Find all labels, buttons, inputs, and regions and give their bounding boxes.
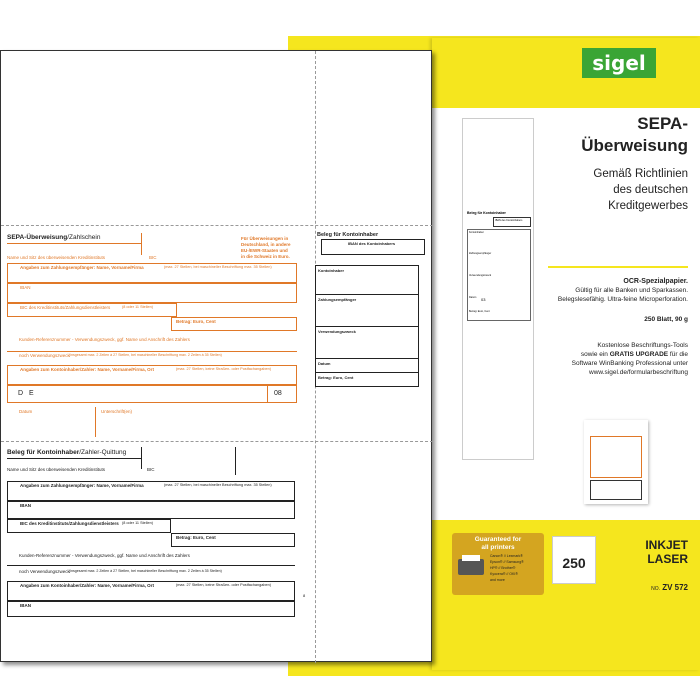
receipt-box (315, 265, 419, 387)
preview-inhaber-label: Kontoinhaber (469, 231, 484, 234)
package-divider (548, 266, 688, 268)
receipt-line-3 (316, 358, 418, 359)
copy-title-rest: /Zahler-Quittung (79, 449, 127, 456)
article-number (600, 583, 688, 592)
form-payee-hint: (max. 27 Stellen, bei maschineller Beschriftung max. 35 Stellen) (164, 265, 272, 269)
product-quantity: 250 Blatt, 90 g (644, 316, 688, 323)
form-title-rest: /Zahlschein (67, 234, 101, 241)
receipt-line-1 (316, 294, 418, 295)
receipt-line-4 (316, 372, 418, 373)
forms-photo-orange (590, 436, 642, 478)
copy-ref-label: Kunden-Referenznummer - Verwendungszweck, ggf. Name und Anschrift des Zahlers (19, 553, 190, 558)
copy-payer-iban-box[interactable] (7, 601, 295, 617)
article-no-label: NO. (651, 586, 660, 592)
copy-title-bold: Beleg für Kontoinhaber (7, 449, 80, 456)
copy-payer-label: Angaben zum Kontoinhaber/Zahler: Name, Vorname/Firma, Ort (20, 583, 154, 588)
copy-amount-label: Betrag: Euro, Cent (176, 535, 216, 540)
product-title-line1: SEPA- (637, 114, 688, 133)
copy-bic-box[interactable] (7, 519, 171, 533)
ocr-line1: Gültig für alle Banken und Sparkassen. (575, 287, 688, 294)
form-payer-box[interactable] (7, 365, 297, 385)
receipt-amount-label: Betrag: Euro, Cent (318, 375, 354, 380)
brand-3: HP® // Brother® (490, 566, 516, 570)
copy-right-divider (235, 447, 236, 475)
copy-payer-iban-label: IBAN (20, 603, 31, 608)
form-payer-hint: (max. 27 Stellen, keine Straßen- oder Postfachangaben) (176, 367, 271, 371)
receipt-payee-label: Zahlungsempfänger (318, 297, 357, 302)
copy-bic-divider (141, 447, 142, 469)
form-note-1: Für Überweisungen in (241, 236, 289, 241)
guarantee-badge (452, 533, 544, 595)
forms-photo-black (590, 480, 642, 500)
copy-bank-label: Name und Sitz des überweisenden Kreditinstituts (7, 467, 106, 472)
copy-payee-label: Angaben zum Zahlungsempfänger: Name, Vorname/Firma (20, 483, 144, 488)
copy-bic-hint: (8 oder 11 Stellen) (122, 521, 153, 525)
form-iban-label: IBAN (20, 285, 31, 290)
form-date-label: Datum (19, 409, 33, 414)
brand-1: Canon® // Lexmark® (490, 554, 523, 558)
form-note-2: Deutschland, in andere (241, 242, 291, 247)
form-payer-label: Angaben zum Kontoinhaber/Zahler: Name, Vorname/Firma, Ort (20, 367, 154, 372)
tools-url: www.sigel.de/formularbeschriftung (589, 369, 688, 376)
guarantee-line1: Guaranteed for (474, 536, 522, 543)
preview-iban-label: IBAN des Kontoinhabers (495, 219, 523, 222)
receipt-holder-label: Kontoinhaber (318, 268, 344, 273)
preview-beleg-label: Beleg für Kontoinhaber (467, 211, 506, 215)
perforation-top (1, 225, 433, 226)
copy-iban-box[interactable] (7, 501, 295, 519)
copy-purpose-label: noch Verwendungszweck (19, 569, 70, 574)
form-title-underline (7, 243, 141, 244)
preview-box (467, 229, 531, 321)
preview-verw-label: Verwendungszweck (469, 274, 492, 277)
receipt-title: Beleg für Kontoinhaber (317, 232, 379, 238)
article-no-value: ZV 572 (662, 583, 688, 592)
form-payer-iban-box[interactable] (7, 385, 297, 403)
tools-line2-bold: GRATIS UPGRADE (609, 351, 669, 358)
preview-code: 03 (481, 297, 486, 302)
form-ref-label: Kunden-Referenznummer - Verwendungszweck, ggf. Name und Anschrift des Zahlers (19, 337, 190, 342)
print-type-laser: LASER (647, 552, 688, 566)
brand-2: Epson® // Samsung® (490, 560, 524, 564)
form-title (7, 234, 100, 241)
form-amount-box[interactable] (171, 317, 297, 331)
preview-betrag-label: Betrag: Euro, Cent (469, 310, 490, 313)
copy-ref-line (7, 565, 295, 566)
form-bic-full-label: BIC des Kreditinstituts/Zahlungsdienstleisters (20, 305, 111, 310)
copy-title-underline (7, 458, 141, 459)
receipt-date-label: Datum (318, 361, 331, 366)
count-badge: 250 (562, 555, 586, 571)
form-note-4: in die Schweiz in Euro. (241, 254, 290, 259)
form-code: 08 (274, 390, 282, 397)
brand-5: and more (490, 578, 505, 582)
form-purpose-label: noch Verwendungszweck (19, 353, 70, 358)
preview-empf-label: Zahlungsempfänger (469, 252, 492, 255)
guarantee-line2: all printers (481, 544, 515, 551)
receipt-line-2 (316, 326, 418, 327)
count-badge-sheet (552, 536, 596, 584)
form-purpose-hint: (insgesamt max. 2 Zeilen à 27 Stellen, bei maschineller Beschriftung max. 2 Zeilen à 35 Stellen) (69, 353, 222, 357)
product-subtitle-line3: Kreditgewerbes (608, 200, 688, 212)
receipt-purpose-label: Verwendungszweck (318, 329, 356, 334)
sigel-logo: sigel (582, 48, 656, 78)
tools-line2-post: für die (668, 351, 688, 358)
brand-4: Kyocera® // OKI® (490, 572, 518, 576)
form-bic-divider (141, 233, 142, 255)
form-signature-label: Unterschrift(en) (101, 409, 133, 414)
printer-icon (458, 559, 484, 575)
form-bic-box[interactable] (7, 303, 177, 317)
form-title-bold: SEPA-Überweisung (7, 234, 68, 241)
form-iban-prefix: D E (18, 390, 36, 397)
preview-datum-label: Datum (469, 296, 477, 299)
ocr-line2: Belegslesefähig. Ultra-feine Microperforation. (557, 296, 688, 303)
receipt-iban-box[interactable] (321, 239, 425, 255)
copy-payer-hint: (max. 27 Stellen, keine Straßen- oder Postfachangaben) (176, 583, 271, 587)
form-amount-label: Betrag: Euro, Cent (176, 319, 216, 324)
form-date-divider (95, 407, 96, 437)
copy-iban-label: IBAN (20, 503, 31, 508)
preview-iban-box (493, 217, 531, 227)
form-bic-label: BIC (149, 255, 157, 260)
copy-purpose-hint: (insgesamt max. 2 Zeilen à 27 Stellen, bei maschineller Beschriftung max. 2 Zeilen à 35 Stellen) (69, 569, 222, 573)
product-title-line2: Überweisung (581, 136, 688, 155)
copy-bic-full-label: BIC des Kreditinstituts/Zahlungsdienstleisters (20, 521, 119, 526)
form-payee-label: Angaben zum Zahlungsempfänger: Name, Vorname/Firma (20, 265, 144, 270)
product-subtitle-line2: des deutschen (613, 184, 688, 196)
tools-line3: Software WinBanking Professional unter (571, 360, 688, 367)
receipt-iban-label: IBAN des Kontoinhabers (348, 241, 396, 246)
copy-payer-box[interactable] (7, 581, 295, 601)
form-iban-box[interactable] (7, 283, 297, 303)
tools-line1: Kostenlose Beschriftungs-Tools (597, 342, 688, 349)
copy-title (7, 449, 126, 456)
form-sheet (0, 50, 432, 662)
copy-code: 8 (303, 593, 306, 598)
tools-line2 (500, 351, 688, 358)
ocr-heading: OCR-Spezialpapier. (623, 278, 688, 285)
copy-payee-box[interactable] (7, 481, 295, 501)
tools-line2-pre: sowie ein (580, 351, 610, 358)
form-bic-hint: (8 oder 11 Stellen) (122, 305, 153, 309)
copy-amount-box[interactable] (171, 533, 295, 547)
printer-paper-icon (462, 555, 480, 561)
package-forms-photo (584, 420, 648, 504)
product-subtitle-line1: Gemäß Richtlinien (593, 168, 688, 180)
form-payee-box[interactable] (7, 263, 297, 283)
package-top-band (432, 38, 700, 108)
form-bank-label: Name und Sitz des überweisenden Kreditinstituts (7, 255, 106, 260)
copy-payee-hint: (max. 27 Stellen, bei maschineller Beschriftung max. 35 Stellen) (164, 483, 272, 487)
print-type-inkjet: INKJET (645, 538, 688, 552)
form-note-3: EU-/EWR-Staaten und (241, 248, 288, 253)
form-ref-line (7, 351, 297, 352)
copy-bic-label: BIC (147, 467, 155, 472)
perforation-bottom (1, 441, 433, 442)
form-code-divider (267, 385, 268, 403)
